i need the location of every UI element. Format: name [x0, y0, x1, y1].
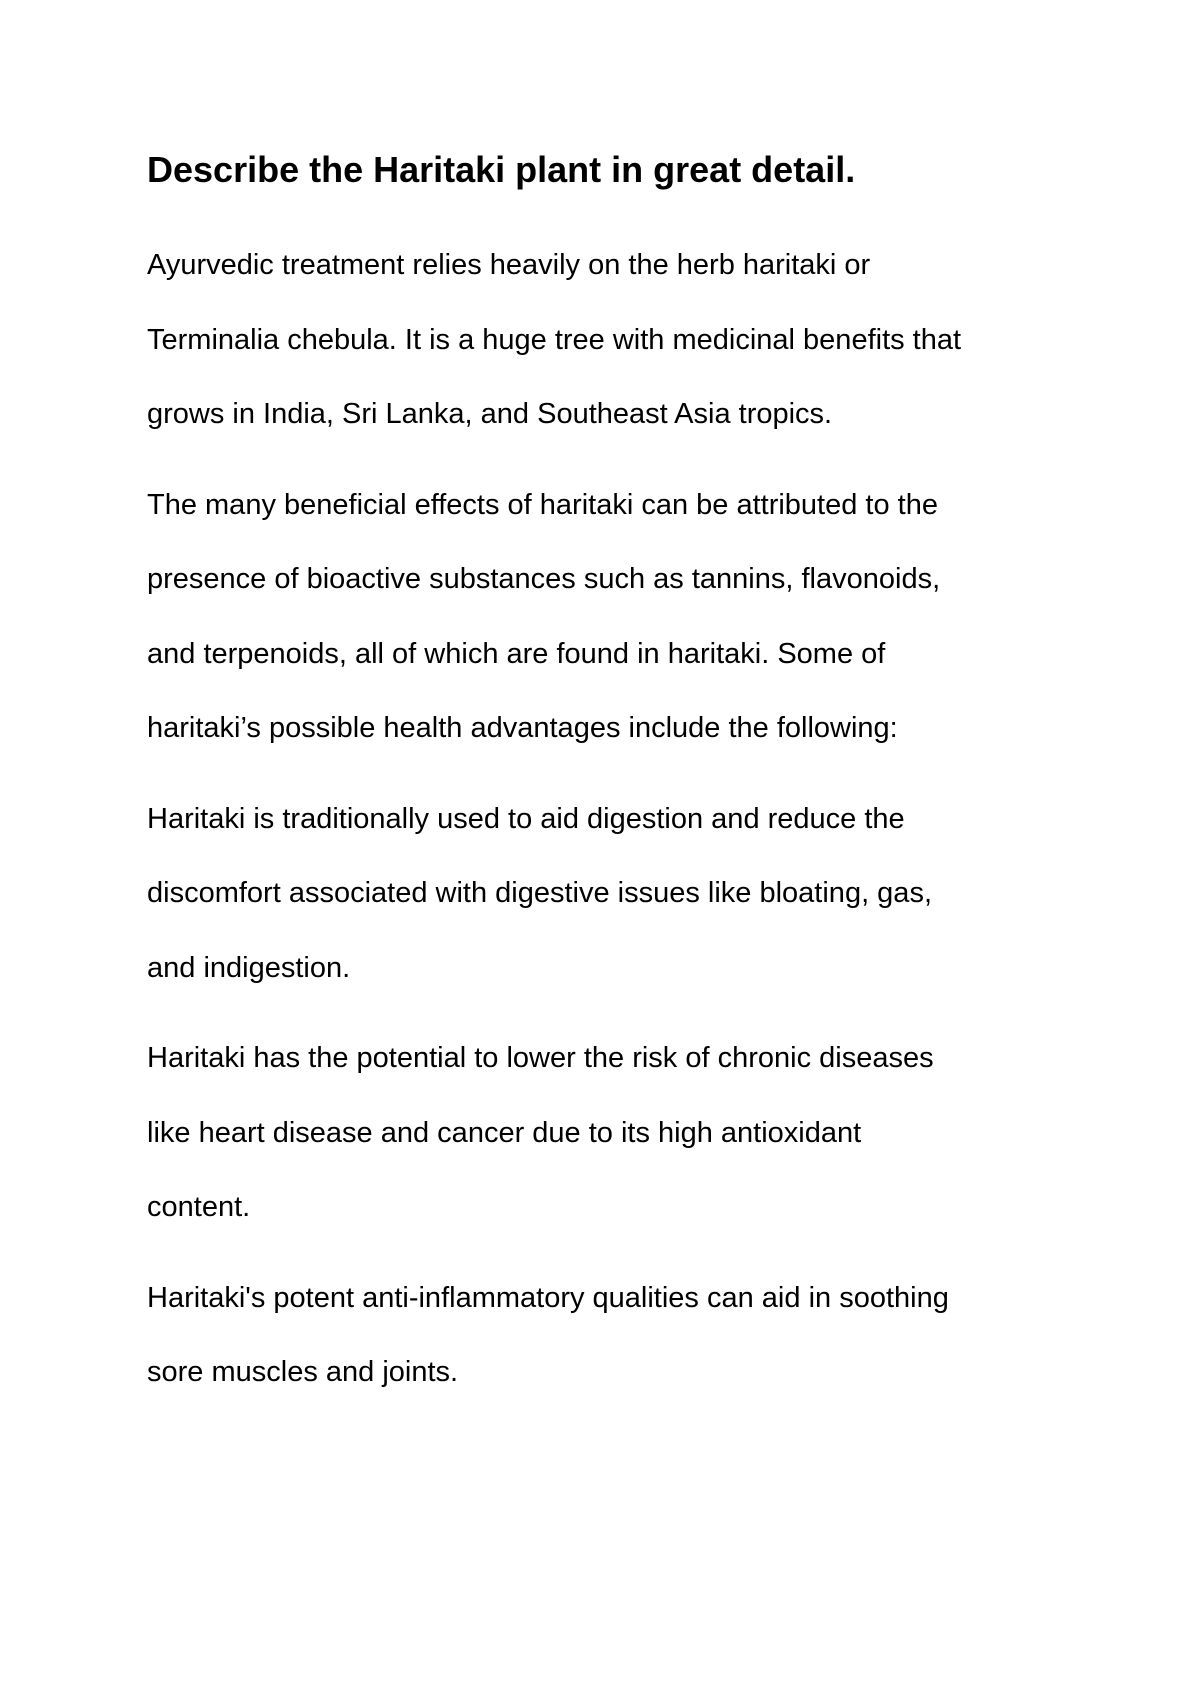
paragraph-line: and terpenoids, all of which are found in haritaki. Some of: [147, 637, 886, 670]
document-body: [147, 148, 1077, 1426]
paragraph-line: discomfort associated with digestive issues like bloating, gas,: [147, 877, 932, 909]
paragraph-line: Haritaki is traditionally used to aid digestion and reduce the: [147, 802, 905, 835]
paragraph-line: The many beneficial effects of haritaki can be attributed to the: [147, 488, 938, 521]
paragraph-intro: [147, 228, 1077, 452]
document-title: Describe the Haritaki plant in great detail.: [147, 149, 856, 190]
paragraph-line: Haritaki's potent anti-inflammatory qualities can aid in soothing: [147, 1281, 949, 1314]
paragraph-line: like heart disease and cancer due to its high antioxidant: [147, 1116, 862, 1149]
paragraph-line: grows in India, Sri Lanka, and Southeast Asia tropics.: [147, 398, 833, 430]
paragraph-antioxidant: [147, 1021, 1077, 1245]
paragraph-anti-inflammatory: [147, 1261, 1077, 1410]
paragraph-digestion: [147, 782, 1077, 1006]
paragraph-line: presence of bioactive substances such as tannins, flavonoids,: [147, 563, 941, 595]
paragraph-line: Terminalia chebula. It is a huge tree with medicinal benefits that: [147, 323, 962, 356]
paragraph-line: Haritaki has the potential to lower the risk of chronic diseases: [147, 1042, 934, 1074]
paragraph-line: haritaki’s possible health advantages include the following:: [147, 712, 898, 744]
paragraph-line: content.: [147, 1191, 251, 1223]
paragraph-line: sore muscles and joints.: [147, 1356, 459, 1388]
paragraph-benefits-intro: [147, 468, 1077, 766]
paragraph-line: Ayurvedic treatment relies heavily on the herb haritaki or: [147, 249, 871, 281]
paragraph-line: and indigestion.: [147, 951, 351, 984]
